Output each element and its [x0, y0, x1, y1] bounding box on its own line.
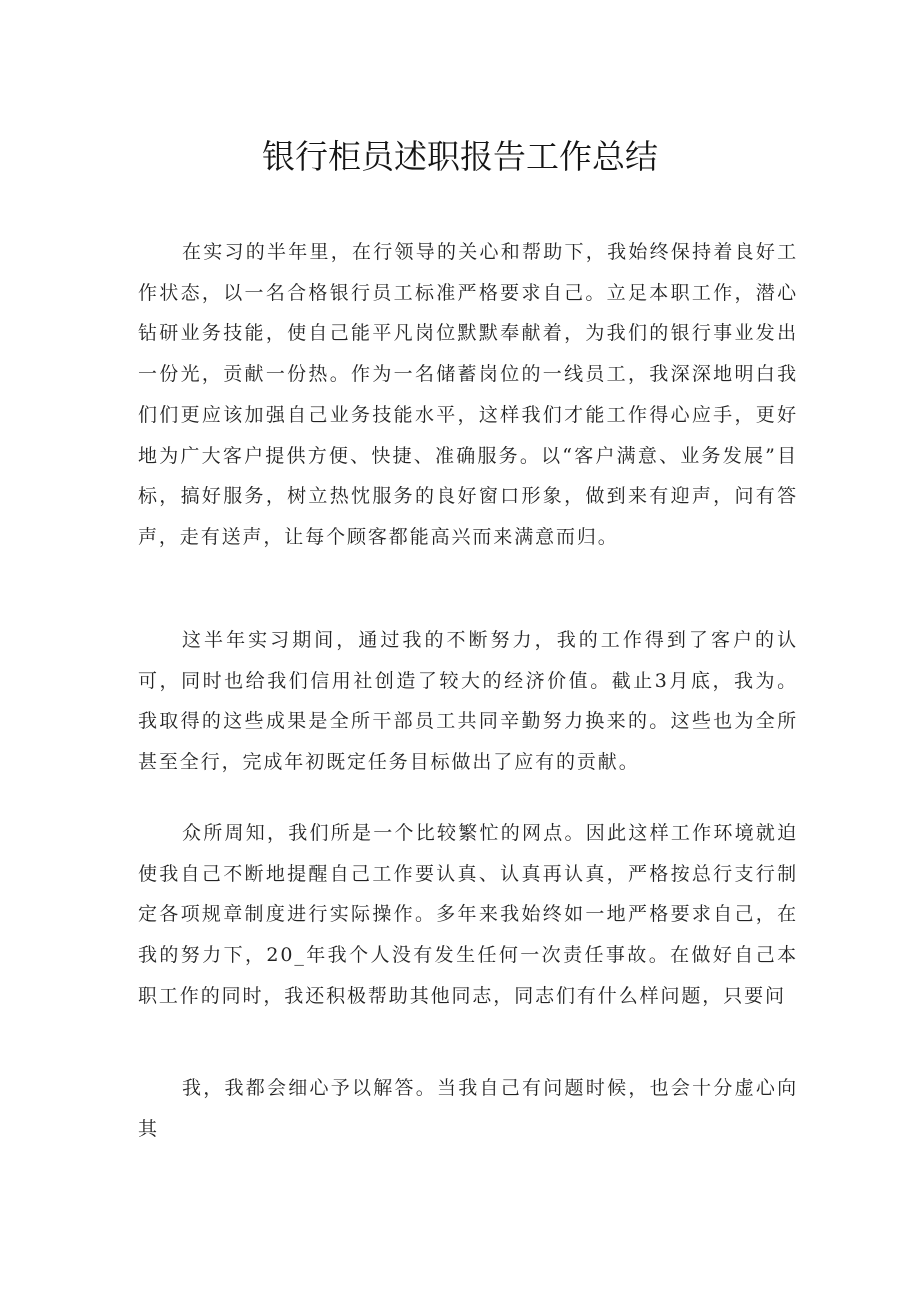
document-title: 银行柜员述职报告工作总结 [262, 137, 658, 176]
body-paragraph: 在实习的半年里，在行领导的关心和帮助下，我始终保持着良好工作状态，以一名合格银行员工标准严格要求自己。立足本职工作，潜心钻研业务技能，使自己能平凡岗位默默奉献着，为我们的银行事业发出一份光，贡献一份热。作为一名储蓄岗位的一线员工，我深深地明白我们们更应该加强自己业务技能水平，这样我们才能工作得心应手，更好地为广大客户提供方便、快捷、准确服务。以“客户满意、业务发展”目标，搞好服务，树立热忱服务的良好窗口形象，做到来有迎声，问有答声，走有送声，让每个顾客都能高兴而来满意而归。 [138, 241, 798, 548]
body-paragraph: 众所周知，我们所是一个比较繁忙的网点。因此这样工作环境就迫使我自己不断地提醒自己工作要认真、认真再认真，严格按总行支行制定各项规章制度进行实际操作。多年来我始终如一地严格要求自己，在我的努力下，20_年我个人没有发生任何一次责任事故。在做好自己本职工作的同时，我还积极帮助其他同志，同志们有什么样问题，只要问 [138, 822, 798, 1007]
body-paragraph: 我，我都会细心予以解答。当我自己有问题时候，也会十分虚心向其 [138, 1077, 798, 1140]
body-paragraph: 这半年实习期间，通过我的不断努力，我的工作得到了客户的认可，同时也给我们信用社创造了较大的经济价值。截止3月底，我为。我取得的这些成果是全所干部员工共同辛勤努力换来的。这些也为全所甚至全行，完成年初既定任务目标做出了应有的贡献。 [138, 629, 798, 774]
